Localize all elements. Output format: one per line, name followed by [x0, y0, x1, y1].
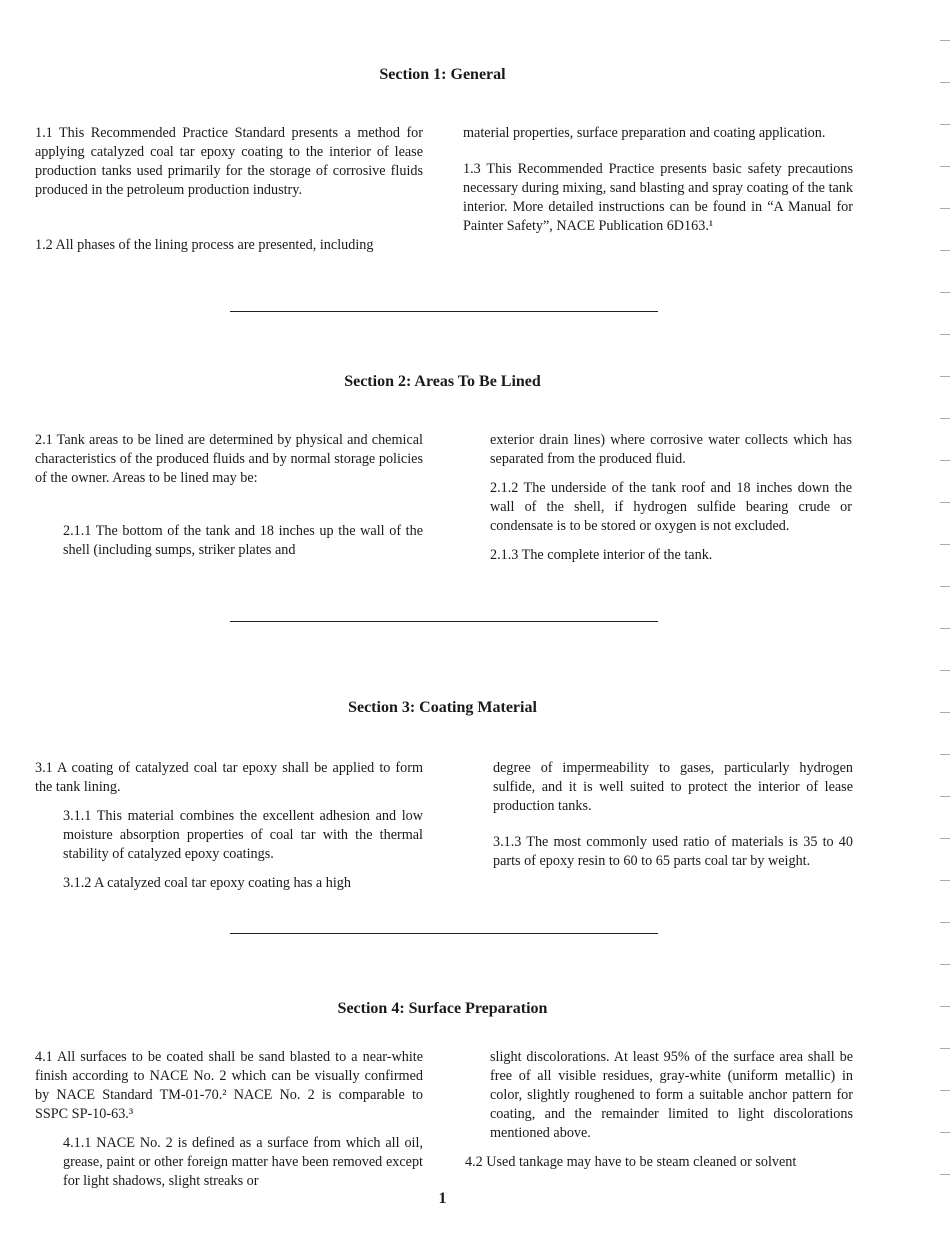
section-1-left-column [35, 124, 423, 255]
page-number: 1 [438, 1190, 447, 1207]
paragraph-2-1-2: 2.1.2 The underside of the tank roof and 18 inches down the wall of the shell, if hydrogen sulfide bearing crude or condensate is to be stored or oxygen is not excluded. [490, 480, 852, 534]
scan-margin-ticks [938, 0, 950, 1237]
paragraph-3-1-3: 3.1.3 The most commonly used ratio of materials is 35 to 40 parts of epoxy resin to 60 to 65 parts coal tar by weight. [493, 834, 853, 869]
paragraph-2-1: 2.1 Tank areas to be lined are determined by physical and chemical characteristics of the produced fluids and by normal storage policies of the owner. Areas to be lined may be: [35, 432, 423, 486]
paragraph-4-1-1-cont: slight discolorations. At least 95% of the surface area shall be free of all visible residues, gray-white (uniform metallic) in color, slightly roughened to form a suitable anchor pattern for coating, and the remainder limited to light discolorations mentioned above. [490, 1049, 853, 1141]
paragraph-2-1-3: 2.1.3 The complete interior of the tank. [490, 547, 713, 563]
paragraph-4-1-1: 4.1.1 NACE No. 2 is defined as a surface from which all oil, grease, paint or other foreign matter have been removed except for light shadows, slight streaks or [63, 1135, 423, 1189]
paragraph-1-3: 1.3 This Recommended Practice presents basic safety precautions necessary during mixing, sand blasting and spray coating of the tank interior. More detailed instructions can be found in “A Manual for Painter Safety”, NACE Publication 6D163.¹ [463, 161, 853, 234]
paragraph-3-1: 3.1 A coating of catalyzed coal tar epoxy shall be applied to form the tank lining. [35, 760, 423, 795]
section-3-right-column [493, 759, 853, 871]
section-divider [230, 933, 658, 934]
section-2-left-column [35, 431, 423, 560]
paragraph-3-1-2: 3.1.2 A catalyzed coal tar epoxy coating has a high [63, 875, 351, 891]
paragraph-1-2: 1.2 All phases of the lining process are presented, including [35, 237, 374, 253]
paragraph-1-1: 1.1 This Recommended Practice Standard presents a method for applying catalyzed coal tar epoxy coating to the interior of lease production tanks used primarily for the storage of corrosive fluids produced in the petroleum production industry. [35, 125, 423, 198]
section-2-right-column [490, 431, 852, 565]
paragraph-3-1-1: 3.1.1 This material combines the excellent adhesion and low moisture absorption properties of coal tar with the thermal stability of catalyzed epoxy coatings. [63, 808, 423, 862]
section-divider [230, 621, 658, 622]
paragraph-4-2: 4.2 Used tankage may have to be steam cleaned or solvent [465, 1154, 797, 1170]
section-1-title: Section 1: General [379, 66, 506, 83]
section-4-left-column [35, 1048, 423, 1191]
paragraph-4-1: 4.1 All surfaces to be coated shall be sand blasted to a near-white finish according to NACE No. 2 which can be visually confirmed by NACE Standard TM-01-70.² NACE No. 2 is comparable to SSPC SP-10-63.³ [35, 1049, 423, 1122]
paragraph-3-1-2-cont: degree of impermeability to gases, particularly hydrogen sulfide, and it is well suited to protect the interior of lease production tanks. [493, 760, 853, 814]
section-1-right-column [463, 124, 853, 236]
section-4-right-column-lower [465, 1153, 855, 1172]
paragraph-1-2-cont: material properties, surface preparation and coating application. [463, 125, 826, 141]
section-2-title: Section 2: Areas To Be Lined [344, 373, 541, 390]
section-3-title: Section 3: Coating Material [348, 699, 537, 716]
section-3-left-column [35, 759, 423, 893]
paragraph-2-1-1: 2.1.1 The bottom of the tank and 18 inches up the wall of the shell (including sumps, striker plates and [63, 523, 423, 558]
section-4-title: Section 4: Surface Preparation [337, 1000, 548, 1017]
paragraph-2-1-1-cont: exterior drain lines) where corrosive water collects which has separated from the produced fluid. [490, 432, 852, 467]
section-divider [230, 311, 658, 312]
section-4-right-column [490, 1048, 853, 1143]
